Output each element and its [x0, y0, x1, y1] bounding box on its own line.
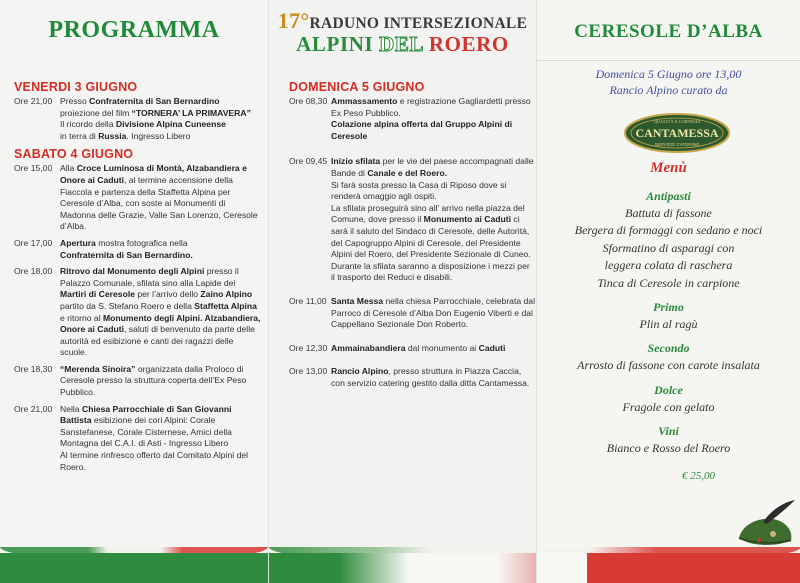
menu-section-heading: Vini	[658, 424, 679, 439]
schedule-event	[289, 296, 535, 331]
event-description: Rancio Alpino, presso struttura in Piazza Caccia, con servizio catering gestito dalla ditta Cantamessa.	[331, 366, 530, 388]
alpine-hat-icon	[733, 498, 797, 552]
event-time: Ore 09,45	[289, 156, 328, 167]
day-heading: SABATO 4 GIUGNO	[14, 147, 134, 162]
town-title: CERESOLE D’ALBA	[574, 21, 763, 42]
menu-item: Bianco e Rosso del Roero	[606, 441, 731, 456]
edition-number: 17°	[277, 8, 310, 33]
menu-item: Tinca di Ceresole in carpione	[597, 275, 740, 290]
menu-item: Arrosto di fassone con carote insalata	[577, 358, 760, 373]
menu-item: Plin al ragù	[639, 317, 698, 332]
menu	[537, 160, 800, 482]
schedule-event	[14, 404, 262, 474]
header-roero: ROERO	[422, 32, 509, 56]
panel-programma	[0, 0, 268, 583]
cantamessa-logo	[623, 112, 731, 154]
schedule-event	[14, 163, 262, 233]
header-del: DEL	[379, 32, 423, 56]
menu-section-heading: Dolce	[654, 382, 683, 397]
menu-section-heading: Primo	[653, 300, 684, 315]
programma-title: PROGRAMMA	[48, 17, 220, 43]
menu-title: Menù	[650, 160, 687, 176]
menu-item: Sformatino di asparagi con	[602, 240, 735, 255]
event-time: Ore 18,30	[14, 363, 53, 374]
event-description: Ritrovo dal Monumento degli Alpini presso il Palazzo Comunale, sfilata sino alla Lapide dei Martiri di Ceresole per l’arrivo dello Zaino Alpino partito da S. Stefano Roero e della Staffetta Alpina e ritorno al Monumento degli Alpini. Alzabandiera, Onore ai Caduti, saluti di benvenuto da parte delle autorità ed esibizione e canti dei ragazzi delle scuole.	[60, 266, 261, 358]
flag-band	[269, 553, 536, 583]
event-time: Ore 21,00	[14, 96, 53, 106]
event-description: Ammainabandiera dal monumento ai Caduti	[331, 342, 506, 353]
menu-section-heading: Secondo	[647, 341, 690, 356]
event-time: Ore 08,30	[289, 96, 328, 106]
domenica-events	[289, 96, 535, 389]
menu-section-heading: Antipasti	[646, 189, 691, 203]
menu-intro	[537, 66, 800, 98]
schedule-event	[14, 364, 262, 399]
schedule-event	[289, 156, 535, 284]
event-time: Ore 13,00	[289, 366, 328, 377]
divider	[537, 60, 800, 61]
event-description: Alla Croce Luminosa di Montà, Alzabandiera e Onore ai Caduti, al termine accensione della Fiaccola e partenza della Staffetta Alpina per Ceresole d’Alba, con soste ai Monumenti di Madonna delle Grazie, Valle San Lorenzo, Ceresole d’Alba.	[60, 163, 258, 232]
event-description: Ammassamento e registrazione Gagliardetti presso Ex Peso Pubblico. Colazione alpina offerta dal Gruppo Alpini di Ceresole	[331, 96, 531, 141]
menu-sections	[537, 189, 800, 458]
menu-item: Battuta di fassone	[625, 206, 712, 220]
event-header	[269, 8, 536, 57]
event-time: Ore 17,00	[14, 237, 53, 248]
flag-band	[537, 553, 800, 583]
event-subtitle: RADUNO INTERSEZIONALE	[309, 15, 528, 32]
event-description: Apertura mostra fotografica nella Confraternita di San Bernardino.	[60, 237, 193, 260]
flag-band	[0, 553, 268, 583]
event-header-line1	[269, 8, 536, 34]
svg-text:CANTAMESSA: CANTAMESSA	[635, 126, 719, 140]
svg-text:QUALITÀ E CORTESIA: QUALITÀ E CORTESIA	[653, 119, 701, 124]
programma-schedule	[14, 80, 262, 478]
menu-item: Fragole con gelato	[622, 399, 715, 414]
intro-date: Domenica 5 Giugno ore 13,00	[595, 67, 742, 81]
schedule-event	[14, 96, 262, 142]
day-heading: DOMENICA 5 GIUGNO	[289, 80, 425, 94]
event-time: Ore 18,00	[14, 266, 53, 277]
event-description: Santa Messa nella chiesa Parrocchiale, celebrata dal Parroco di Ceresole d’Alba Don Eugenio Viberti e dal Cappellano Sezionale Don Roberto.	[331, 295, 535, 330]
panel-domenica	[268, 0, 536, 583]
day-heading: VENERDI 3 GIUGNO	[14, 80, 138, 94]
event-description: Inizio sfilata per le vie del paese accompagnati dalle Bande di Canale e del Roero. Si farà sosta presso la Casa di Riposo dove si renderà omaggio agli ospiti. La sfilata proseguirà sino all’ arrivo nella piazza del Comune, dove presso il Monumento ai Caduti ci sarà il saluto del Sindaco di Ceresole, delle Autorità, del Capogruppo Alpini di Ceresole, del Presidente Alpini del Roero, del Presidente Sezionale di Cuneo. Durante la sfilata saranno a disposizione i mezzi per il trasporto dei Reduci e disabili.	[331, 156, 534, 283]
schedule-event	[289, 96, 535, 142]
schedule-event	[289, 343, 535, 355]
event-header-line2	[269, 32, 536, 57]
schedule-event	[14, 238, 262, 261]
svg-text:SERVIZIO CATERING: SERVIZIO CATERING	[654, 142, 700, 147]
event-description: Presso Confraternita di San Bernardino proiezione del film “TORNERA’ LA PRIMAVERA” Il ricordo della Divisione Alpina Cuneense in terra di Russia. Ingresso Libero	[60, 96, 251, 141]
schedule-event	[289, 366, 535, 389]
event-time: Ore 12,30	[289, 342, 328, 353]
intro-caterer: Rancio Alpino curato da	[609, 83, 728, 97]
menu-item: leggera colata di raschera	[604, 258, 733, 273]
event-time: Ore 15,00	[14, 163, 53, 174]
schedule-event	[14, 266, 262, 359]
header-alpini: ALPINI	[296, 32, 380, 56]
domenica-schedule	[289, 80, 535, 401]
menu-price: € 25,00	[682, 469, 715, 482]
event-description: Nella Chiesa Parrocchiale di San Giovanni Battista esibizione dei cori Alpini: Corale Sanstefanese, Corale Cisternese, Amici della Montagna del C.A.I. di Asti - Ingresso Libero Al termine rinfresco offerto dal Comitato Alpini del Roero.	[60, 403, 249, 472]
event-time: Ore 21,00	[14, 403, 53, 414]
event-time: Ore 11,00	[289, 295, 327, 306]
panel-menu	[536, 0, 800, 583]
event-description: “Merenda Sinoira” organizzata dalla Proloco di Ceresole presso la struttura coperta dell’Ex Peso Pubblico.	[60, 363, 247, 398]
menu-item: Bergera di formaggi con sedano e noci	[574, 223, 763, 238]
